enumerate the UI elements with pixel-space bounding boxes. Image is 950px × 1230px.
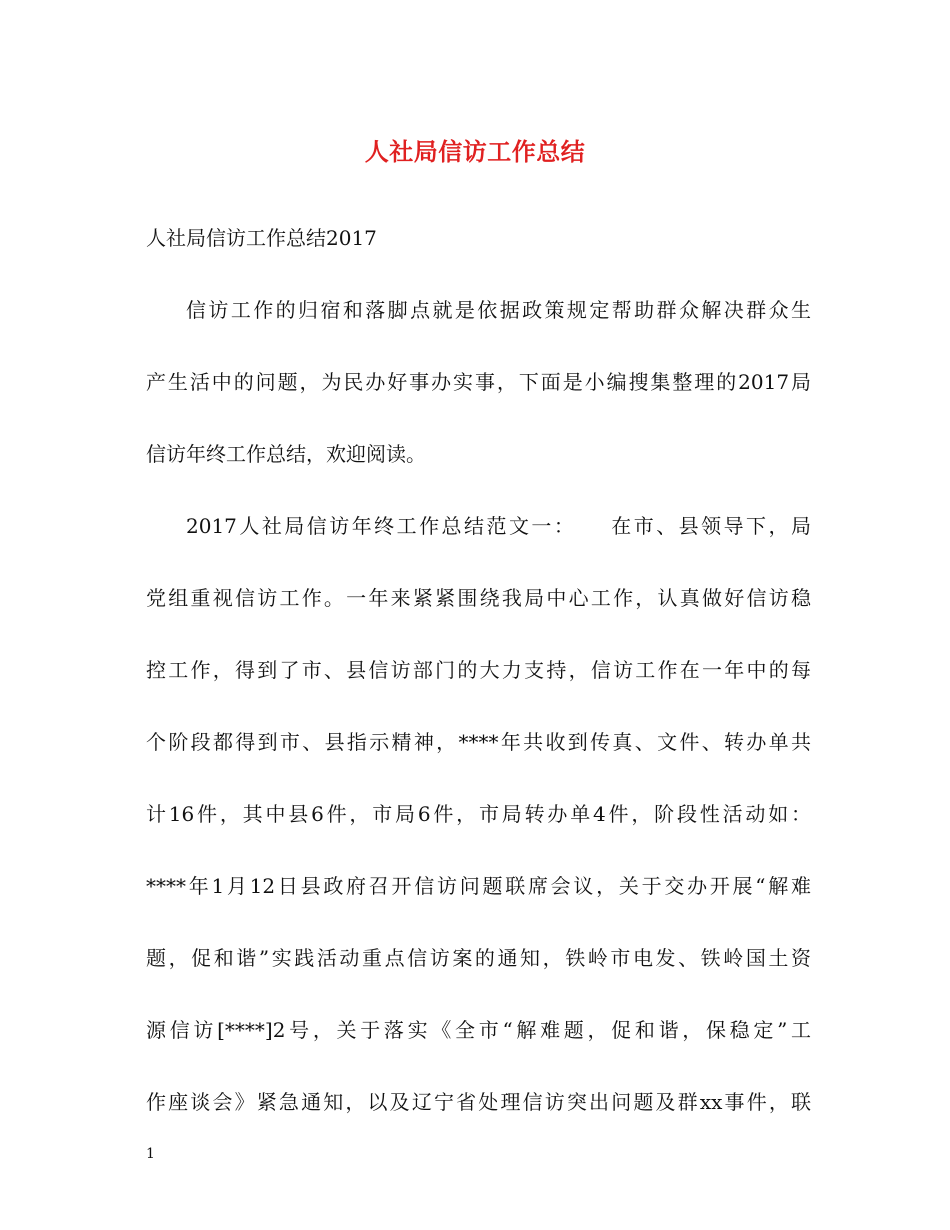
paragraph-line: 信访年终工作总结，欢迎阅读。 xyxy=(146,442,426,466)
document-title: 人社局信访工作总结 xyxy=(364,137,586,166)
paragraph-line: 产生活中的问题，为民办好事办实事，下面是小编搜集整理的2017局 xyxy=(146,370,811,394)
paragraph-line: 个阶段都得到市、县指示精神，****年共收到传真、文件、转办单共 xyxy=(146,730,811,754)
paragraph-line: 控工作，得到了市、县信访部门的大力支持，信访工作在一年中的每 xyxy=(146,658,811,682)
paragraph-line: 党组重视信访工作。一年来紧紧围绕我局中心工作，认真做好信访稳 xyxy=(146,586,811,610)
document-subtitle: 人社局信访工作总结2017 xyxy=(146,226,377,250)
paragraph-line: ****年1月12日县政府召开信访问题联席会议，关于交办开展“解难 xyxy=(146,874,811,898)
paragraph-line: 信访工作的归宿和落脚点就是依据政策规定帮助群众解决群众生 xyxy=(186,298,811,322)
paragraph-line: 计16件，其中县6件，市局6件，市局转办单4件，阶段性活动如： xyxy=(146,802,811,826)
paragraph-line: 源信访[****]2号，关于落实《全市“解难题，促和谐，保稳定”工 xyxy=(146,1018,811,1042)
page-number: 1 xyxy=(146,1146,155,1162)
paragraph-line: 2017人社局信访年终工作总结范文一： 在市、县领导下，局 xyxy=(186,514,811,538)
paragraph-line: 题，促和谐”实践活动重点信访案的通知，铁岭市电发、铁岭国土资 xyxy=(146,946,811,970)
paragraph-line: 作座谈会》紧急通知，以及辽宁省处理信访突出问题及群xx事件，联 xyxy=(146,1090,811,1114)
